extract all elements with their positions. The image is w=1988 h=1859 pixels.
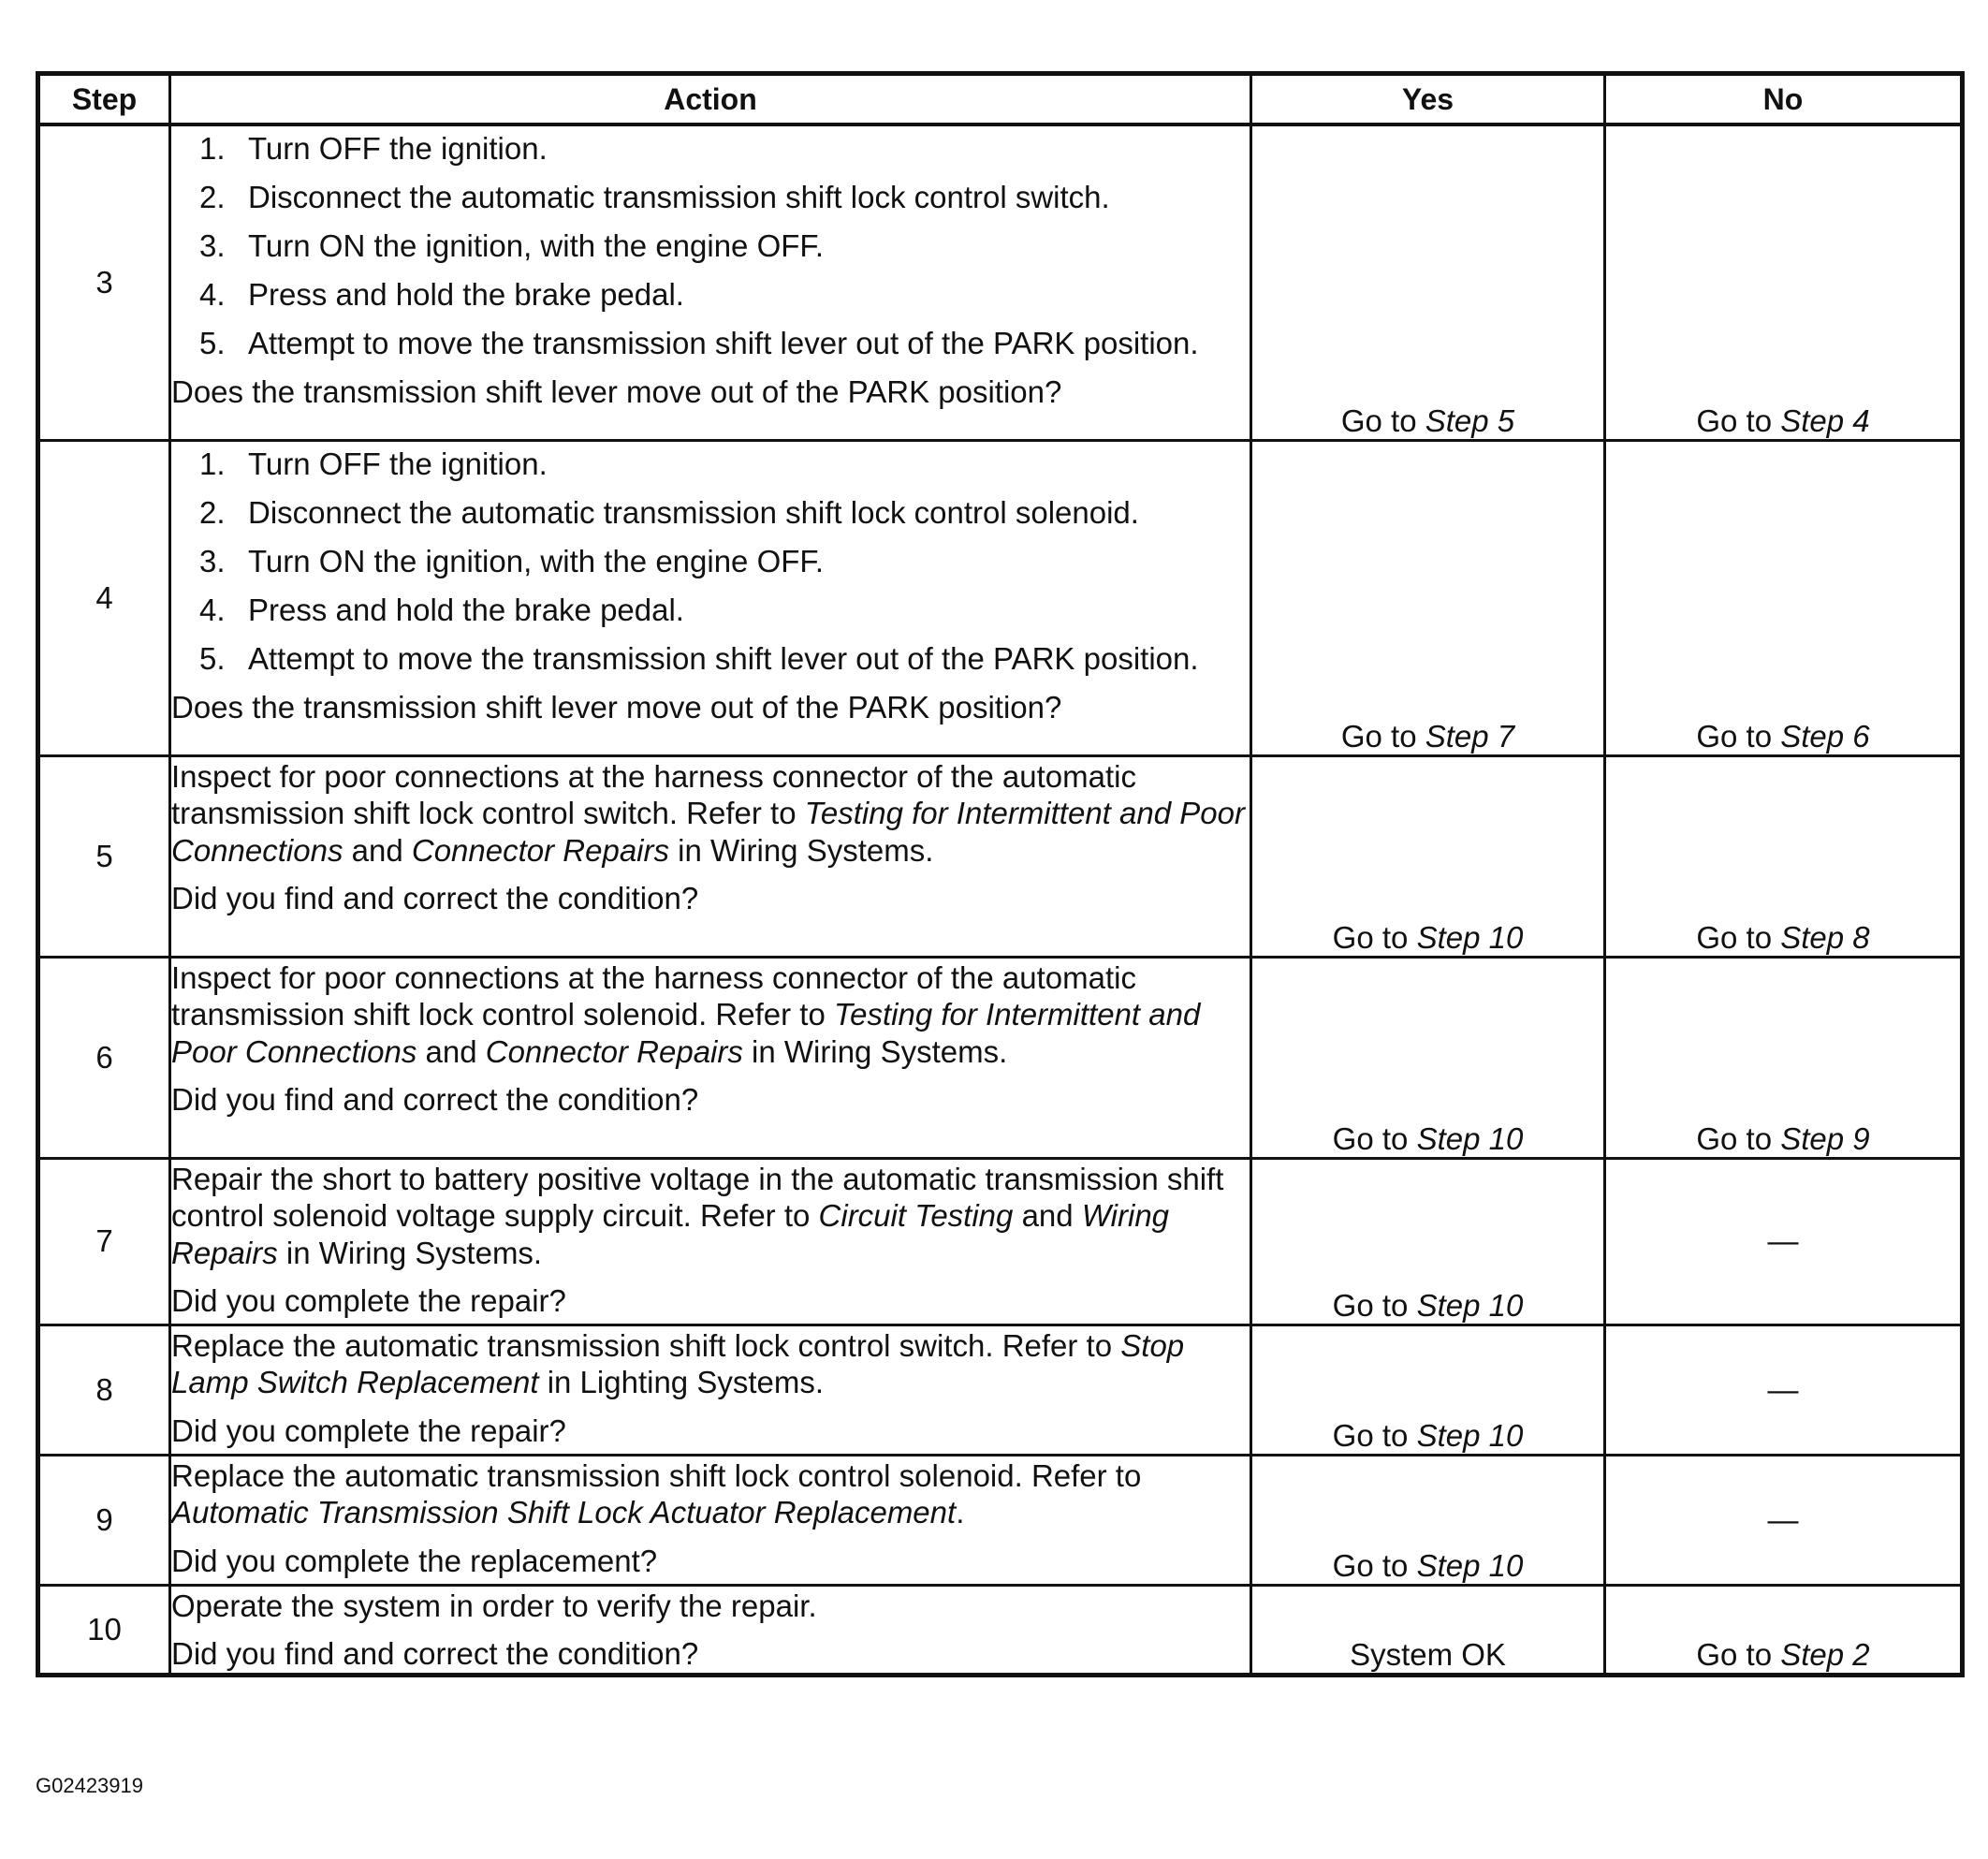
- instruction-text: Replace the automatic transmission shift lock control switch. Refer to: [171, 1327, 1121, 1363]
- action-step-item: [171, 130, 1250, 168]
- no-goto-prefix: Go to: [1696, 1120, 1781, 1156]
- yes-goto-prefix: Go to: [1332, 1547, 1417, 1583]
- yes-goto-step: Step 5: [1425, 403, 1515, 438]
- yes-outcome: [1251, 755, 1605, 957]
- action-question: Did you find and correct the condition?: [171, 881, 699, 915]
- no-goto-step: Step 2: [1780, 1636, 1870, 1672]
- yes-goto-prefix: Go to: [1332, 1120, 1417, 1156]
- header-row: [38, 74, 1963, 125]
- step-number: 8: [38, 1325, 170, 1455]
- header-yes: Yes: [1251, 74, 1605, 125]
- action-step-item: [171, 227, 1250, 265]
- step-number: 5: [38, 755, 170, 957]
- action-step-number: 5.: [199, 326, 226, 360]
- action-instruction: [171, 1327, 1250, 1401]
- action-step-number: 3.: [199, 543, 226, 578]
- instruction-text: Inspect for poor connections at the harness connector of the automatic transmission shift lock control solenoid. Refer to: [171, 959, 1136, 1032]
- reference-title: Circuit Testing: [818, 1198, 1014, 1233]
- yes-outcome: [1251, 124, 1605, 440]
- table-row: [38, 1455, 1963, 1585]
- header-step: Step: [38, 74, 170, 125]
- no-goto-step: Step 6: [1780, 718, 1870, 754]
- yes-outcome-text: System OK: [1350, 1636, 1506, 1672]
- action-step-text: Turn ON the ignition, with the engine OFF.: [248, 228, 825, 263]
- action-step-text: Press and hold the brake pedal.: [248, 592, 684, 627]
- action-cell: [170, 755, 1251, 957]
- action-cell: [170, 1585, 1251, 1675]
- yes-goto-prefix: Go to: [1332, 1417, 1417, 1453]
- table-row: [38, 1585, 1963, 1675]
- action-cell: [170, 124, 1251, 440]
- header-action: Action: [170, 74, 1251, 125]
- action-step-item: [171, 446, 1250, 483]
- action-steps-list: [171, 130, 1250, 362]
- action-step-item: [171, 543, 1250, 580]
- action-instruction: [171, 758, 1250, 870]
- reference-title: Wiring Repairs: [171, 1198, 1170, 1270]
- action-cell: [170, 1455, 1251, 1585]
- reference-title: Stop Lamp Switch Replacement: [171, 1327, 1185, 1399]
- table-row: [38, 755, 1963, 957]
- instruction-text: in Wiring Systems.: [669, 832, 934, 868]
- table-row: [38, 1325, 1963, 1455]
- instruction-text: in Lighting Systems.: [538, 1365, 825, 1399]
- instruction-text: Inspect for poor connections at the harness connector of the automatic transmission shift lock control switch. Refer to: [171, 758, 1136, 830]
- instruction-text: and: [1013, 1198, 1082, 1233]
- yes-outcome: [1251, 1455, 1605, 1585]
- yes-goto-prefix: Go to: [1340, 718, 1425, 754]
- table-row: [38, 957, 1963, 1158]
- action-step-item: [171, 494, 1250, 532]
- action-question: Does the transmission shift lever move out of the PARK position?: [171, 689, 1062, 725]
- action-step-item: [171, 325, 1250, 362]
- action-step-text: Turn OFF the ignition.: [248, 446, 548, 481]
- action-step-item: [171, 592, 1250, 629]
- action-question: Did you complete the repair?: [171, 1413, 566, 1448]
- table-row: [38, 1158, 1963, 1325]
- action-step-text: Disconnect the automatic transmission shift lock control solenoid.: [248, 494, 1139, 530]
- table-body: [38, 124, 1963, 1675]
- action-step-number: 1.: [199, 131, 226, 166]
- action-question: Did you complete the repair?: [171, 1283, 566, 1318]
- no-outcome: [1605, 124, 1963, 440]
- action-step-number: 2.: [199, 494, 226, 530]
- header-no: No: [1605, 74, 1963, 125]
- action-step-text: Press and hold the brake pedal.: [248, 277, 684, 312]
- no-goto-prefix: Go to: [1696, 1636, 1781, 1672]
- yes-goto-step: Step 10: [1416, 1547, 1524, 1583]
- yes-goto-step: Step 10: [1416, 1287, 1524, 1323]
- yes-goto-prefix: Go to: [1340, 403, 1425, 438]
- action-step-number: 4.: [199, 277, 226, 312]
- instruction-text: Replace the automatic transmission shift lock control solenoid. Refer to: [171, 1457, 1142, 1493]
- action-step-number: 3.: [199, 228, 226, 263]
- action-step-number: 1.: [199, 446, 226, 481]
- action-step-number: 4.: [199, 592, 226, 627]
- action-question: Did you find and correct the condition?: [171, 1082, 699, 1117]
- action-step-text: Turn OFF the ignition.: [248, 131, 548, 166]
- action-step-text: Attempt to move the transmission shift lever out of the PARK position.: [248, 640, 1199, 676]
- reference-title: Testing for Intermittent and Poor Connections: [171, 997, 1201, 1069]
- action-question: Did you complete the replacement?: [171, 1543, 658, 1578]
- action-step-number: 2.: [199, 180, 226, 214]
- table-row: [38, 124, 1963, 440]
- step-number: 10: [38, 1585, 170, 1675]
- no-goto-step: Step 8: [1780, 919, 1870, 955]
- figure-id: G02423919: [36, 1774, 143, 1797]
- action-step-item: [171, 179, 1250, 216]
- no-outcome: —: [1605, 1325, 1963, 1455]
- yes-outcome: [1251, 440, 1605, 755]
- instruction-text: and: [343, 832, 412, 868]
- step-number: 3: [38, 124, 170, 440]
- yes-goto-step: Step 10: [1416, 919, 1524, 955]
- instruction-text: .: [956, 1495, 965, 1530]
- no-goto-step: Step 4: [1780, 403, 1870, 438]
- yes-outcome: [1251, 957, 1605, 1158]
- action-steps-list: [171, 446, 1250, 678]
- action-instruction: [171, 1161, 1250, 1272]
- action-cell: [170, 440, 1251, 755]
- no-outcome: —: [1605, 1455, 1963, 1585]
- yes-outcome: [1251, 1158, 1605, 1325]
- instruction-text: and: [417, 1033, 486, 1069]
- action-step-item: [171, 276, 1250, 314]
- step-number: 6: [38, 957, 170, 1158]
- no-goto-prefix: Go to: [1696, 403, 1781, 438]
- action-step-number: 5.: [199, 640, 226, 676]
- action-instruction: [171, 1457, 1250, 1531]
- yes-goto-step: Step 10: [1416, 1417, 1524, 1453]
- reference-title: Automatic Transmission Shift Lock Actuator Replacement: [171, 1495, 957, 1530]
- reference-title: Connector Repairs: [485, 1033, 743, 1069]
- yes-goto-prefix: Go to: [1332, 919, 1417, 955]
- reference-title: Testing for Intermittent and Poor Connections: [171, 796, 1245, 868]
- action-cell: [170, 957, 1251, 1158]
- action-instruction: [171, 959, 1250, 1071]
- yes-goto-prefix: Go to: [1332, 1287, 1417, 1323]
- action-step-text: Attempt to move the transmission shift lever out of the PARK position.: [248, 326, 1199, 360]
- table-row: [38, 440, 1963, 755]
- step-number: 4: [38, 440, 170, 755]
- no-outcome: [1605, 440, 1963, 755]
- yes-outcome: [1251, 1585, 1605, 1675]
- instruction-text: in Wiring Systems.: [742, 1033, 1008, 1069]
- diagnostic-table: [36, 71, 1965, 1677]
- step-number: 7: [38, 1158, 170, 1325]
- no-outcome: [1605, 755, 1963, 957]
- no-goto-step: Step 9: [1780, 1120, 1870, 1156]
- action-step-item: [171, 640, 1250, 678]
- no-outcome: [1605, 957, 1963, 1158]
- step-number: 9: [38, 1455, 170, 1585]
- action-question: Did you find and correct the condition?: [171, 1636, 699, 1671]
- action-cell: [170, 1158, 1251, 1325]
- yes-outcome: [1251, 1325, 1605, 1455]
- action-instruction: [171, 1588, 1250, 1625]
- action-question: Does the transmission shift lever move out of the PARK position?: [171, 374, 1062, 409]
- action-cell: [170, 1325, 1251, 1455]
- action-step-text: Disconnect the automatic transmission shift lock control switch.: [248, 180, 1110, 214]
- no-goto-prefix: Go to: [1696, 919, 1781, 955]
- reference-title: Connector Repairs: [411, 832, 669, 868]
- yes-goto-step: Step 10: [1416, 1120, 1524, 1156]
- no-outcome: —: [1605, 1158, 1963, 1325]
- action-step-text: Turn ON the ignition, with the engine OFF.: [248, 543, 825, 578]
- instruction-text: in Wiring Systems.: [277, 1235, 543, 1270]
- no-outcome: [1605, 1585, 1963, 1675]
- instruction-text: Operate the system in order to verify the repair.: [171, 1588, 817, 1623]
- no-goto-prefix: Go to: [1696, 718, 1781, 754]
- instruction-text: Repair the short to battery positive voltage in the automatic transmission shift control solenoid voltage supply circuit. Refer to: [171, 1161, 1224, 1233]
- yes-goto-step: Step 7: [1425, 718, 1515, 754]
